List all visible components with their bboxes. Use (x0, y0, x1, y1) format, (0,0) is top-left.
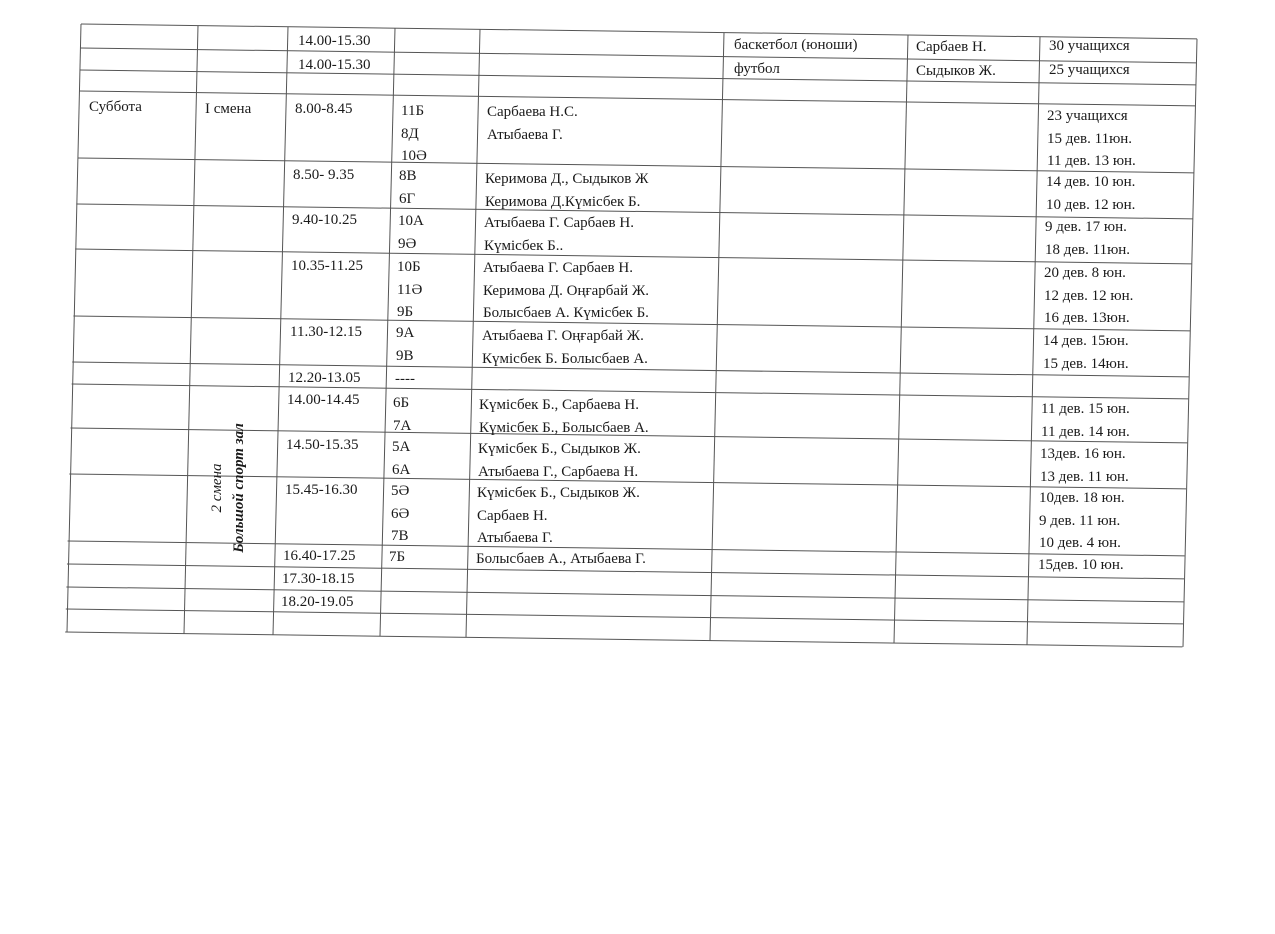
grid-column-line (1183, 39, 1197, 647)
teachers-cell: Атыбаева Г. Сарбаев Н. Күмісбек Б.. (484, 215, 634, 254)
classes-cell: 5А 6А (392, 439, 411, 478)
day-label: Суббота (89, 99, 142, 115)
top-row-1-teacher: Сарбаев Н. (916, 39, 987, 55)
shift1-label: I смена (205, 101, 252, 117)
top-row-1-count: 30 учащихся (1049, 38, 1130, 54)
top-row-1-time: 14.00-15.30 (298, 33, 371, 49)
classes-cell: 9А 9В (396, 325, 415, 364)
time-cell: 11.30-12.15 (290, 324, 362, 340)
time-cell: 15.45-16.30 (285, 482, 358, 498)
teachers-cell: Атыбаева Г. Сарбаев Н. Керимова Д. Оңғарбай Ж. Болысбаев А. Күмісбек Б. (483, 260, 650, 321)
grid-row-line (65, 632, 1182, 647)
time-cell: 10.35-11.25 (291, 258, 363, 274)
time-cell: 8.00-8.45 (295, 101, 353, 117)
grid-row-line (66, 587, 1183, 602)
teachers-cell: Күмісбек Б., Сыдыков Ж. Атыбаева Г., Сарбаева Н. (478, 441, 641, 480)
top-row-1-activity: баскетбол (юноши) (734, 37, 858, 53)
time-cell: 18.20-19.05 (281, 594, 354, 610)
students-cell: 13дев. 16 юн. 13 дев. 11 юн. (1040, 446, 1129, 485)
teachers-cell: Болысбаев А., Атыбаева Г. (476, 551, 646, 567)
shift2-line2: Большой спорт зал (231, 423, 247, 553)
classes-cell: 7Б (389, 549, 406, 565)
students-cell: 11 дев. 15 юн. 11 дев. 14 юн. (1041, 401, 1130, 440)
classes-cell: 10А 9Ә (398, 213, 424, 252)
classes-cell: 6Б 7А (393, 395, 412, 434)
students-cell: 15дев. 10 юн. (1038, 557, 1124, 573)
students-cell: 14 дев. 15юн. 15 дев. 14юн. (1043, 333, 1129, 372)
classes-cell: 10Б 11Ә 9Б (397, 259, 423, 320)
time-cell: 14.50-15.35 (286, 437, 359, 453)
top-row-2-count: 25 учащихся (1049, 62, 1130, 78)
time-cell: 9.40-10.25 (292, 212, 357, 228)
teachers-cell: Атыбаева Г. Оңғарбай Ж. Күмісбек Б. Болысбаев А. (482, 328, 648, 367)
teachers-cell: Сарбаева Н.С. Атыбаева Г. (487, 104, 578, 143)
students-cell: 20 дев. 8 юн. 12 дев. 12 юн. 16 дев. 13юн. (1044, 265, 1134, 326)
top-row-2-activity: футбол (734, 61, 780, 77)
top-row-2-teacher: Сыдыков Ж. (916, 63, 996, 79)
classes-cell: ---- (395, 371, 415, 387)
grid-row-line (80, 70, 1196, 85)
time-cell: 17.30-18.15 (282, 571, 355, 587)
time-cell: 14.00-14.45 (287, 392, 360, 408)
shift2-line1: 2 смена (209, 463, 225, 513)
teachers-cell: Күмісбек Б., Сарбаева Н. Күмісбек Б., Болысбаев А. (479, 397, 649, 436)
students-cell: 9 дев. 17 юн. 18 дев. 11юн. (1045, 219, 1131, 258)
teachers-cell: Күмісбек Б., Сыдыков Ж. Сарбаев Н. Атыбаева Г. (477, 485, 640, 546)
top-row-2-time: 14.00-15.30 (298, 57, 371, 73)
classes-cell: 11Б 8Д 10Ә (401, 103, 427, 164)
grid-row-line (80, 48, 1196, 63)
classes-cell: 5Ә 6Ә 7В (391, 483, 410, 544)
students-cell: 10дев. 18 юн. 9 дев. 11 юн. 10 дев. 4 юн. (1039, 490, 1125, 551)
time-cell: 12.20-13.05 (288, 370, 361, 386)
grid-row-line (81, 24, 1197, 39)
time-cell: 8.50- 9.35 (293, 167, 355, 183)
time-cell: 16.40-17.25 (283, 548, 356, 564)
teachers-cell: Керимова Д., Сыдыков Ж Керимова Д.Күмісбек Б. (485, 171, 649, 210)
students-cell: 23 учащихся 15 дев. 11юн. 11 дев. 13 юн. (1047, 108, 1136, 169)
grid-row-line (66, 609, 1183, 624)
students-cell: 14 дев. 10 юн. 10 дев. 12 юн. (1046, 174, 1136, 213)
classes-cell: 8В 6Г (399, 168, 417, 207)
